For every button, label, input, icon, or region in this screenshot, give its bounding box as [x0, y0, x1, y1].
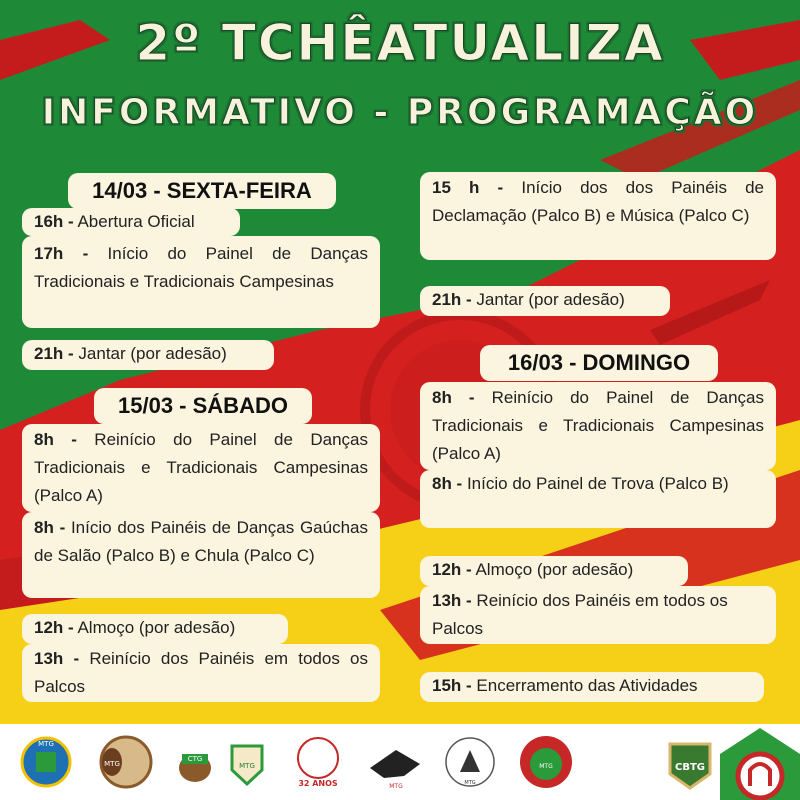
item-time: 17h -	[34, 244, 89, 263]
item-text: Abertura Oficial	[73, 212, 195, 231]
list-item	[22, 340, 274, 370]
svg-text:MTG: MTG	[239, 762, 255, 770]
item-text: Início dos dos Painéis de Declamação (Palco B) e Música (Palco C)	[432, 178, 764, 225]
item-time: 12h -	[34, 618, 74, 637]
svg-text:CBTG: CBTG	[675, 762, 705, 773]
item-time: 21h -	[432, 290, 472, 309]
sao-paulo-logo-icon	[370, 750, 420, 790]
item-time: 8h -	[34, 518, 66, 537]
item-time: 12h -	[432, 560, 472, 579]
item-time: 15h -	[432, 676, 472, 695]
mtg-logo-icon	[22, 738, 70, 786]
list-item	[420, 470, 776, 528]
list-item	[22, 236, 380, 328]
svg-text:MTG: MTG	[38, 740, 54, 748]
title-line2: INFORMATIVO - PROGRAMAÇÃO	[41, 92, 759, 133]
item-text: Almoço (por adesão)	[73, 618, 236, 637]
item-time: 8h -	[34, 430, 77, 449]
mtg-cuia-logo-icon	[101, 737, 151, 787]
item-time: 8h -	[432, 388, 475, 407]
list-item	[420, 286, 670, 316]
item-text: Início do Painel de Danças Tradicionais e Tradicionais Campesinas	[34, 244, 368, 291]
logos-strip	[0, 724, 800, 800]
day3-heading: 16/03 - DOMINGO	[480, 345, 718, 381]
item-text: Reinício dos Painéis em todos os Palcos	[34, 649, 368, 696]
svg-text:32 ANOS: 32 ANOS	[298, 779, 338, 788]
item-time: 8h -	[432, 474, 463, 493]
list-item	[22, 424, 380, 512]
svg-text:CTG: CTG	[187, 755, 203, 763]
item-time: 21h -	[34, 344, 74, 363]
item-text: Início dos Painéis de Danças Gaúchas de Salão (Palco B) e Chula (Palco C)	[34, 518, 368, 565]
item-time: 16h -	[34, 212, 74, 231]
item-text: Início do Painel de Trova (Palco B)	[462, 474, 729, 493]
item-text: Jantar (por adesão)	[73, 344, 227, 363]
day2-heading: 15/03 - SÁBADO	[94, 388, 312, 424]
item-text: Almoço (por adesão)	[471, 560, 634, 579]
list-item	[420, 172, 776, 260]
item-time: 15 h -	[432, 178, 504, 197]
list-item	[420, 672, 764, 702]
list-item	[420, 586, 776, 644]
movimento-logo-icon	[520, 736, 572, 788]
list-item	[22, 614, 288, 644]
svg-text:MTG: MTG	[464, 780, 476, 786]
item-time: 13h -	[34, 649, 80, 668]
ctg-logo-icon	[179, 754, 211, 782]
federation-logo-icon	[446, 738, 494, 786]
list-item	[22, 512, 380, 598]
anniversary-logo-icon	[298, 738, 338, 788]
item-text: Encerramento das Atividades	[471, 676, 698, 695]
list-item	[420, 556, 688, 586]
day1-heading: 14/03 - SEXTA-FEIRA	[68, 173, 336, 209]
item-text: Reinício do Painel de Danças Tradicionais e Tradicionais Campesinas (Palco A)	[432, 388, 764, 463]
item-text: Reinício do Painel de Danças Tradicionais e Tradicionais Campesinas (Palco A)	[34, 430, 369, 505]
mtg-regional-logo-icon	[232, 746, 262, 784]
item-text: Jantar (por adesão)	[471, 290, 625, 309]
title-line1: 2º TCHÊATUALIZA	[135, 14, 665, 72]
svg-text:MTG: MTG	[539, 763, 553, 770]
list-item	[22, 208, 240, 236]
item-time: 13h -	[432, 591, 472, 610]
svg-text:MTG: MTG	[389, 783, 403, 790]
horseshoe-logo-icon	[720, 728, 800, 800]
svg-text:MTG: MTG	[104, 760, 120, 768]
list-item	[22, 644, 380, 702]
item-text: Reinício dos Painéis em todos os Palcos	[432, 591, 728, 638]
cbtg-logo-icon	[670, 744, 710, 788]
list-item	[420, 382, 776, 470]
